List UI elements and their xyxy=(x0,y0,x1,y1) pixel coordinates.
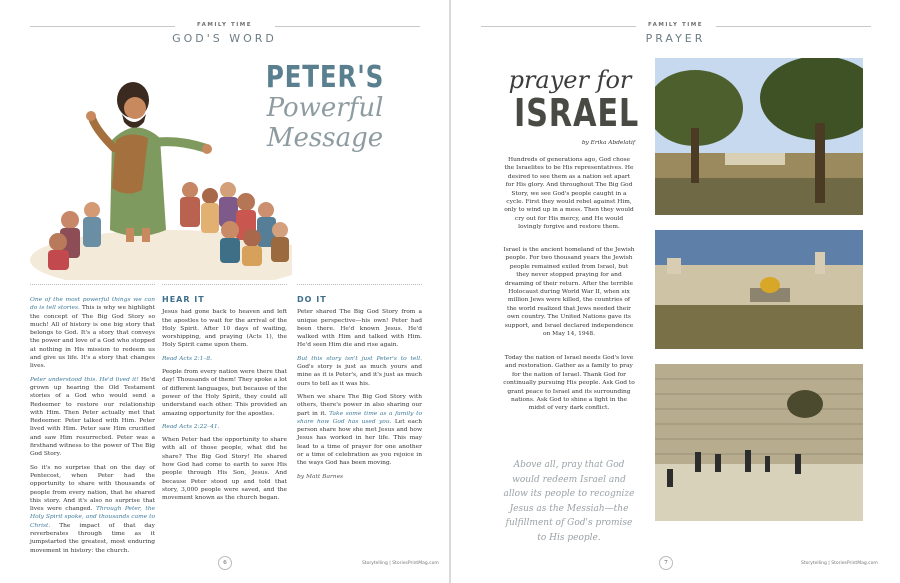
western-wall-photo xyxy=(655,364,863,521)
left-page xyxy=(0,0,449,583)
kicker: FAMILY TIME xyxy=(197,22,252,28)
prayer-headline xyxy=(500,66,640,135)
scripture-reference: Read Acts 2:1–8. xyxy=(162,355,212,362)
do-it-heading: DO IT xyxy=(297,295,327,304)
title-line-2: ISRAEL xyxy=(514,91,640,135)
article-column-1: One of the most powerful things we can do is tell stories. This is why we highlight the concept of The Big God Story so much! All of history is one big story that belongs to God. It's a story that conveys the power and love of a God who stopped at nothing in His mission to redeem us and give us life. It's a story that changes lives. Peter understood this. He'd lived it! He'd grown up hearing the Old Testament stories of a God who would send a Redeemer to restore our relationship with Him. Then Peter actually met that Redeemer. Peter talked with Him. Peter lived with Him. Peter saw Him crucified and saw Him resurrected. Peter was a firsthand witness to the power of The Big God Story. So it's no surprise that on the day of Pentecost, when Peter had the opportunity to share with thousands of people from every nation, that he shared this story. And it's also no surprise that lives were changed. Through Peter, the Holy Spirit spoke, and thousands came to Christ. The impact of that day reverberates through time as it jumpstarted the greatest, most enduring movement in history: the church. xyxy=(30,297,155,554)
page-number: 7 xyxy=(659,556,673,570)
jerusalem-skyline-photo xyxy=(655,230,863,349)
article-headline xyxy=(210,60,440,153)
hear-it-heading: HEAR IT xyxy=(162,295,205,304)
scripture-reference: Read Acts 2:22–41. xyxy=(162,423,220,430)
prayer-paragraph-1: Hundreds of generations ago, God chose the Israelites to be His representatives. He desired to see them as a nation set apart for His glory. And throughout The Big God Story, we see God's people caught in a cycle. First they would rebel against Him, only to wind up in a mess. Then they would cry out for His mercy, and He would lovingly forgive and restore them. xyxy=(504,157,634,231)
prayer-paragraph-3: Today the nation of Israel needs God's love and restoration. Gather as a family to pray for the nation of Israel. Thank God for continually pursuing His people. Ask God to grant peace to Israel and its surrounding nations. Ask God to shine a light in the midst of very dark conflict. xyxy=(503,355,635,412)
section-title: GOD'S WORD xyxy=(172,32,277,45)
column-divider xyxy=(162,284,287,285)
lead-highlight: One of the most powerful things we can do is tell stories. xyxy=(30,297,155,312)
headline-line-1: PETER'S xyxy=(265,60,385,95)
column-divider xyxy=(297,284,422,285)
kicker: FAMILY TIME xyxy=(648,22,703,28)
title-line-1: prayer for xyxy=(508,66,632,94)
article-column-3: DO IT Peter shared The Big God Story from a unique perspective—his own! Peter had been there. He'd known Jesus. He'd walked with Him and talked with Him. He'd seen Him die and rise again. But this story isn't just Peter's to tell. God's story is just as much yours and mine as it is Peter's, and it's just as much ours to tell as it was his. When we share The Big God Story with others, there's power in also sharing our part in it. Take some time as a family to share how God has used you. Let each person share how she met Jesus and how Jesus has worked in her life. This may lead to a time of prayer for one another or a time of celebration as you rejoice in the ways God has been moving. by Matt Barnes xyxy=(297,295,423,480)
section-title: PRAYER xyxy=(645,32,706,45)
byline: by Matt Barnes xyxy=(297,473,344,480)
prayer-paragraph-2: Israel is the ancient homeland of the Jewish people. For two thousand years the Jewish people remained exiled from Israel, but they never stopped praying for and dreaming of their return. After the terrible Holocaust during World War II, when six million Jews were killed, the countries of the world realized that Jews needed their own country. The United Nations gave its support, and Israel declared independence on May 14, 1948. xyxy=(503,247,635,338)
pull-quote: Above all, pray that God would redeem Israel and allow its people to recognize Jesus as the Messiah—the fulfillment of God's promise to His people. xyxy=(503,460,635,543)
headline-line-2: Powerful Message xyxy=(266,93,384,153)
column-divider xyxy=(30,284,155,285)
byline: by Erika Abdelatif xyxy=(581,140,635,146)
page-number: 6 xyxy=(218,556,232,570)
article-column-2: HEAR IT Jesus had gone back to heaven and left the apostles to wait for the arrival of the Holy Spirit. After 10 days of waiting, worshipping, and praying (Acts 1), the Holy Spirit came upon them. Read Acts 2:1–8. People from every nation were there that day! Thousands of them! They spoke a lot of different languages, but because of the power of the Holy Spirit, they could all understand each other. This provided an amazing opportunity for the apostles. Read Acts 2:22–41. When Peter had the opportunity to share with all of those people, what did he share? The Big God Story! He shared how God had come to earth to save His people through His Son, Jesus. And because Peter stood up and told that story, 3,000 people were saved, and the movement known as the church began. xyxy=(162,295,287,502)
olive-trees-photo xyxy=(655,58,863,215)
footer-text: Storytelling | StoriesPrintMag.com xyxy=(801,561,878,566)
footer-text-left: Storytelling | StoriesPrintMag.com xyxy=(362,561,439,566)
